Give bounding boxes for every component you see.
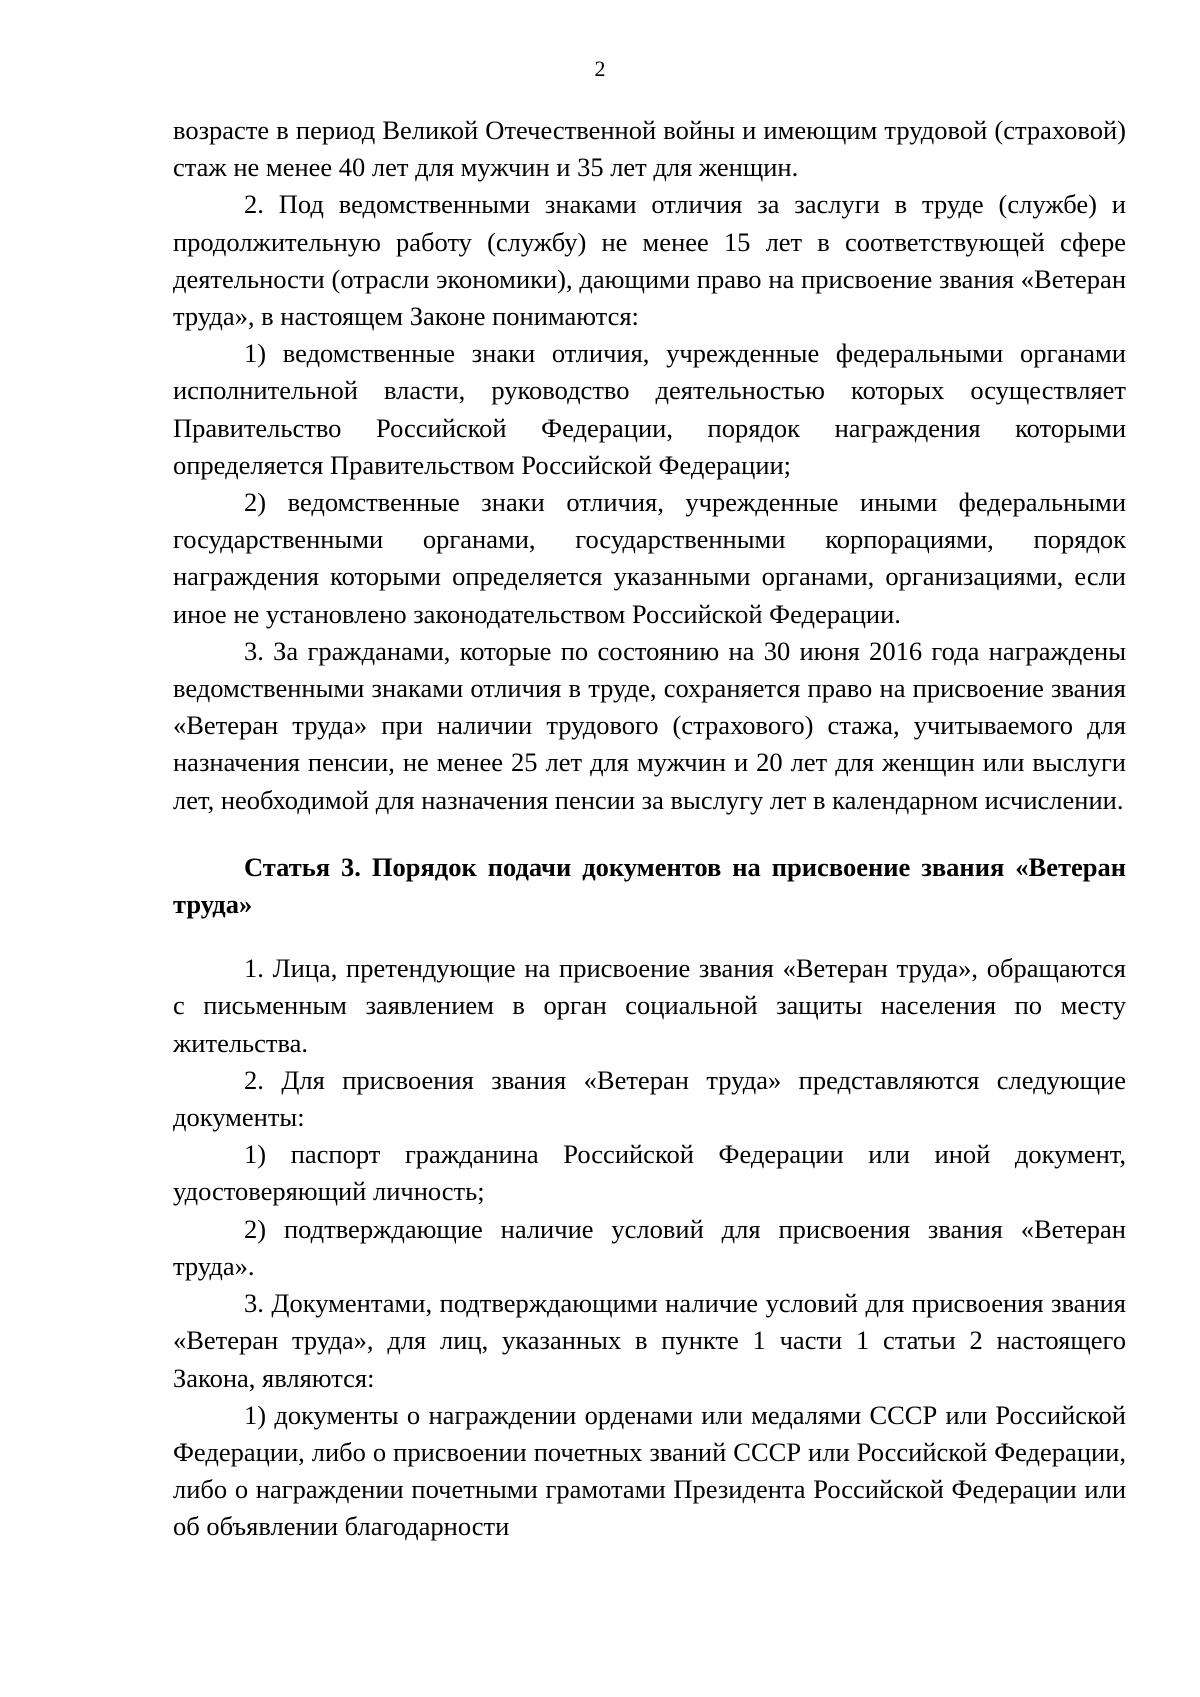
page-number: 2 [594, 56, 606, 81]
article-heading: Статья 3. Порядок подачи документов на присвоение звания «Ветеран труда» [173, 851, 1126, 920]
paragraph-article3-subclause-3-1: 1) документы о награждении орденами или медалями СССР или Российской Федерации, либо о присвоении почетных званий СССР или Российской Федерации, либо о награждении почетными грамотами Президента Российской Федерации или об объявлении благодарности [173, 1399, 1126, 1542]
spacer [173, 819, 1126, 849]
paragraph-subclause-1: 1) ведомственные знаки отличия, учрежденные федеральными органами исполнительной власти, руководство деятельностью которых осуществляет Правительство Российской Федерации, порядок награждения которыми определяется Правительством Российской Федерации; [173, 338, 1126, 480]
paragraph-article3-subclause-2: 2) подтверждающие наличие условий для присвоения звания «Ветеран труда». [173, 1213, 1126, 1281]
paragraph-clause-2: 2. Под ведомственными знаками отличия за заслуги в труде (службе) и продолжительную работу (службу) не менее 15 лет в соответствующей сфере деятельности (отрасли экономики), дающими право на присвоение звания «Ветеран труда», в настоящем Законе понимаются: [173, 189, 1126, 332]
paragraph-article3-clause-1: 1. Лица, претендующие на присвоение звания «Ветеран труда», обращаются с письменным заявлением в орган социальной защиты населения по месту жительства. [173, 953, 1126, 1058]
paragraph-article3-clause-2: 2. Для присвоения звания «Ветеран труда» представляются следующие документы: [173, 1064, 1126, 1133]
spacer [173, 923, 1126, 950]
paragraph-continuation: возрасте в период Великой Отечественной войны и имеющим трудовой (страховой) стаж не менее 40 лет для мужчин и 35 лет для женщин. [173, 115, 1126, 183]
paragraph-article3-clause-3: 3. Документами, подтверждающими наличие условий для присвоения звания «Ветеран труда», для лиц, указанных в пункте 1 части 1 статьи 2 настоящего Закона, являются: [173, 1288, 1126, 1393]
document-body [173, 112, 1126, 1546]
paragraph-clause-3: 3. За гражданами, которые по состоянию на 30 июня 2016 года награждены ведомственными знаками отличия в труде, сохраняется право на присвоение звания «Ветеран труда» при наличии трудового (страхового) стажа, учитываемого для назначения пенсии, не менее 25 лет для мужчин и 20 лет для женщин или выслуги лет, необходимой для назначения пенсии за выслугу лет в календарном исчислении. [173, 635, 1126, 815]
paragraph-article3-subclause-1: 1) паспорт гражданина Российской Федерации или иной документ, удостоверяющий личность; [173, 1139, 1126, 1207]
paragraph-subclause-2: 2) ведомственные знаки отличия, учрежденные иными федеральными государственными органами, государственными корпорациями, порядок награждения которыми определяется указанными органами, организациями, если иное не установлено законодательством Российской Федерации. [173, 487, 1126, 629]
